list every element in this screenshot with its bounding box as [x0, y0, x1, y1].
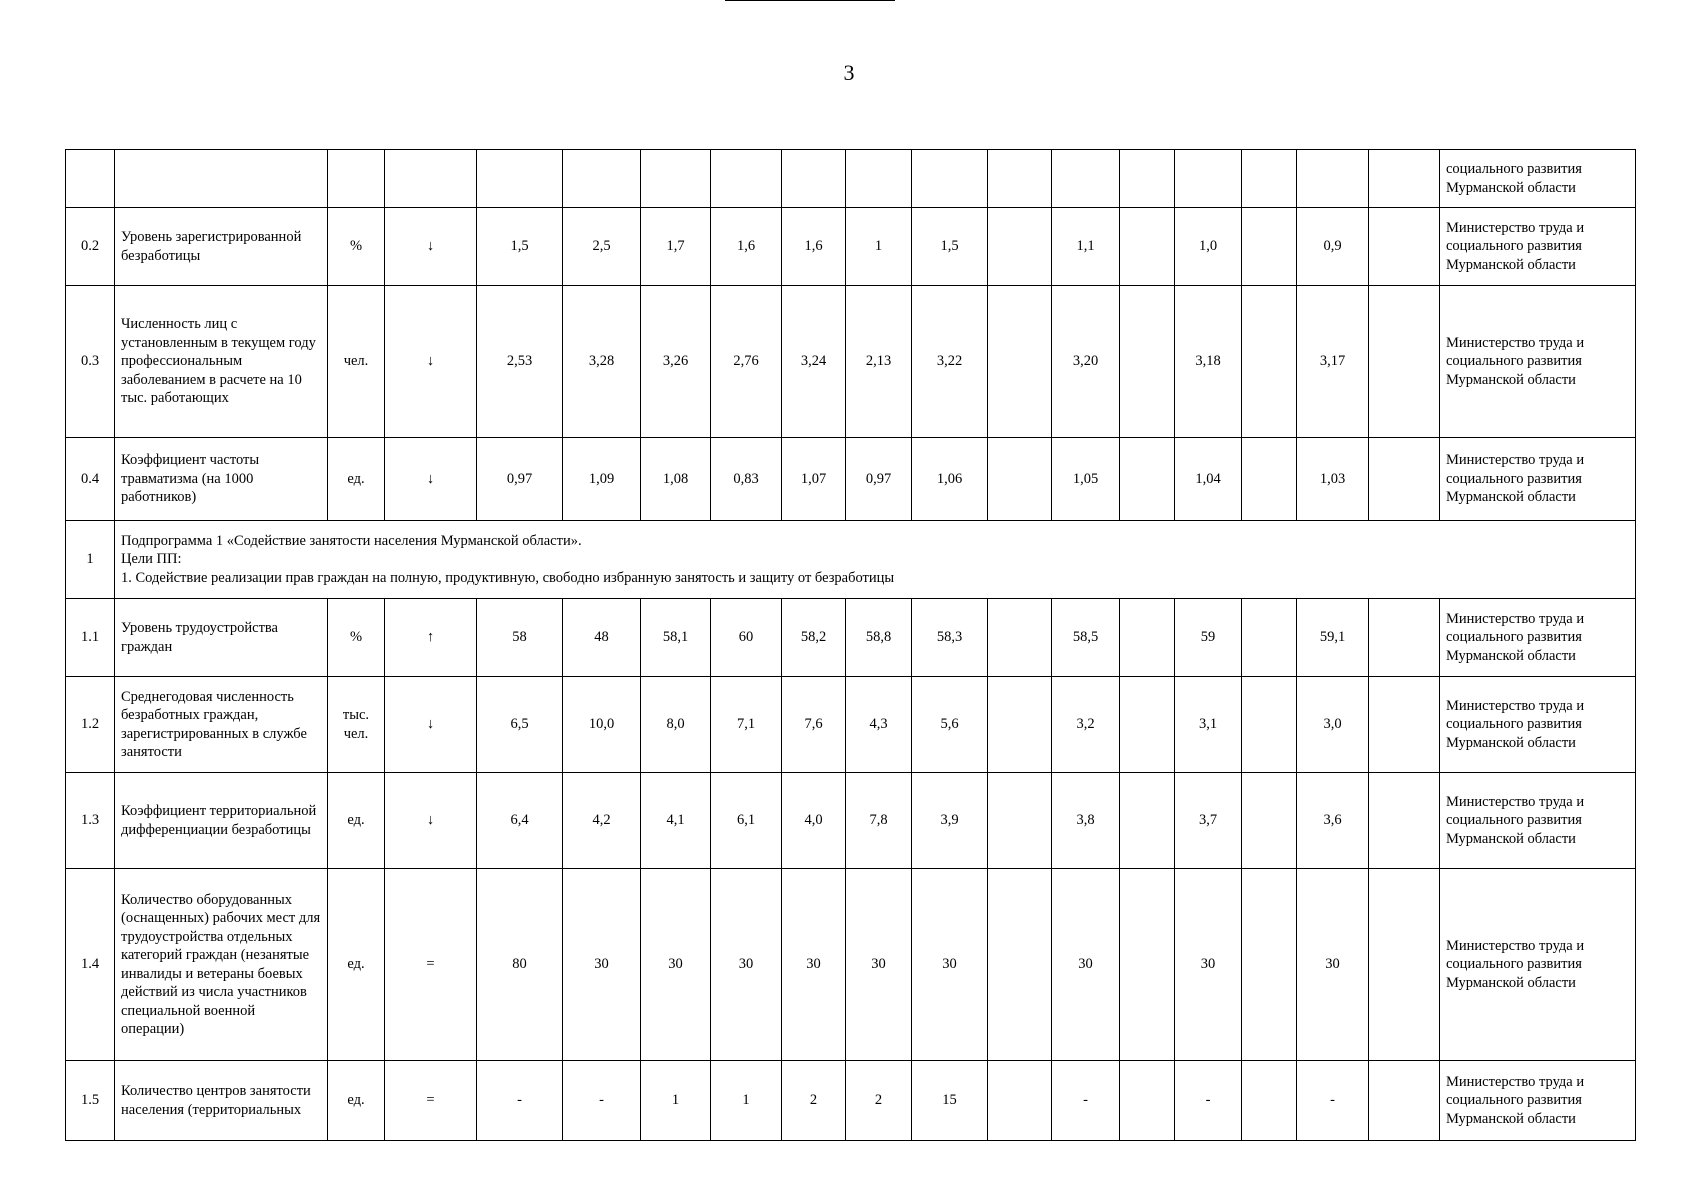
value-cell [1120, 208, 1175, 286]
value-cell: 3,28 [563, 286, 641, 438]
value-cell: 2,5 [563, 208, 641, 286]
cell-empty [385, 150, 477, 208]
value-cell: 7,1 [711, 677, 782, 773]
row-number: 0.2 [66, 208, 115, 286]
value-cell: 1,0 [1175, 208, 1242, 286]
row-number: 0.4 [66, 438, 115, 521]
value-cell: 1,08 [641, 438, 711, 521]
value-cell [988, 773, 1052, 869]
cell-empty [1297, 150, 1369, 208]
value-cell: 1 [641, 1061, 711, 1141]
value-cell: 10,0 [563, 677, 641, 773]
cell-empty [988, 150, 1052, 208]
row-number: 0.3 [66, 286, 115, 438]
responsible-cell: Министерство труда и социального развития Мурманской области [1440, 677, 1636, 773]
subprogram-description [115, 521, 1636, 599]
cell-empty [641, 150, 711, 208]
responsible-cell: Министерство труда и социального развития Мурманской области [1440, 773, 1636, 869]
value-cell: 6,5 [477, 677, 563, 773]
row-number: 1.2 [66, 677, 115, 773]
cell-empty [912, 150, 988, 208]
value-cell: 1,1 [1052, 208, 1120, 286]
indicator-name: Уровень трудоустройства граждан [115, 599, 328, 677]
value-cell: 1 [711, 1061, 782, 1141]
value-cell: 59 [1175, 599, 1242, 677]
unit-cell: ед. [328, 1061, 385, 1141]
value-cell [1242, 1061, 1297, 1141]
value-cell: 3,0 [1297, 677, 1369, 773]
value-cell [1369, 208, 1440, 286]
trend-arrow: ↓ [385, 677, 477, 773]
cell-empty [1120, 150, 1175, 208]
value-cell [988, 286, 1052, 438]
value-cell [988, 1061, 1052, 1141]
value-cell: 58,8 [846, 599, 912, 677]
value-cell: 0,9 [1297, 208, 1369, 286]
value-cell: 1,6 [711, 208, 782, 286]
value-cell: 1,09 [563, 438, 641, 521]
value-cell [1242, 208, 1297, 286]
indicator-name: Уровень зарегистрированной безработицы [115, 208, 328, 286]
value-cell: 30 [1052, 869, 1120, 1061]
value-cell: 15 [912, 1061, 988, 1141]
table-row [66, 438, 1636, 521]
value-cell: 30 [1297, 869, 1369, 1061]
responsible-cell: Министерство труда и социального развития Мурманской области [1440, 208, 1636, 286]
value-cell: 4,1 [641, 773, 711, 869]
value-cell: 58,3 [912, 599, 988, 677]
value-cell: 8,0 [641, 677, 711, 773]
value-cell [988, 599, 1052, 677]
subprogram-line1: Подпрограмма 1 «Содействие занятости населения Мурманской области». [121, 532, 582, 549]
unit-cell: тыс. чел. [328, 677, 385, 773]
value-cell: 6,1 [711, 773, 782, 869]
unit-cell: % [328, 599, 385, 677]
value-cell [1242, 599, 1297, 677]
trend-arrow: ↓ [385, 773, 477, 869]
value-cell: 6,4 [477, 773, 563, 869]
value-cell [988, 677, 1052, 773]
value-cell: 3,22 [912, 286, 988, 438]
value-cell: 1,07 [782, 438, 846, 521]
value-cell: 0,83 [711, 438, 782, 521]
responsible-cell: социального развития Мурманской области [1440, 150, 1636, 208]
cell-empty [477, 150, 563, 208]
indicator-name: Среднегодовая численность безработных граждан, зарегистрированных в службе занятости [115, 677, 328, 773]
trend-arrow: = [385, 869, 477, 1061]
value-cell: 58,1 [641, 599, 711, 677]
cell-empty [1052, 150, 1120, 208]
value-cell: - [1052, 1061, 1120, 1141]
value-cell: 30 [1175, 869, 1242, 1061]
value-cell: 58,2 [782, 599, 846, 677]
value-cell: 4,0 [782, 773, 846, 869]
value-cell: - [477, 1061, 563, 1141]
value-cell: 3,9 [912, 773, 988, 869]
value-cell: 2,76 [711, 286, 782, 438]
value-cell [1369, 869, 1440, 1061]
value-cell: 3,18 [1175, 286, 1242, 438]
value-cell: 0,97 [477, 438, 563, 521]
value-cell: 60 [711, 599, 782, 677]
value-cell: 30 [711, 869, 782, 1061]
value-cell [988, 208, 1052, 286]
responsible-cell: Министерство труда и социального развития Мурманской области [1440, 869, 1636, 1061]
table-row [66, 208, 1636, 286]
indicator-name: Численность лиц с установленным в текущем году профессиональным заболеванием в расчете на 10 тыс. работающих [115, 286, 328, 438]
value-cell [1369, 599, 1440, 677]
value-cell: 1,04 [1175, 438, 1242, 521]
responsible-cell: Министерство труда и социального развития Мурманской области [1440, 1061, 1636, 1141]
responsible-cell: Министерство труда и социального развития Мурманской области [1440, 599, 1636, 677]
cell-empty [328, 150, 385, 208]
value-cell: 7,8 [846, 773, 912, 869]
table-row-continued [66, 150, 1636, 208]
value-cell [1242, 286, 1297, 438]
value-cell [1242, 869, 1297, 1061]
value-cell: 3,20 [1052, 286, 1120, 438]
value-cell: 3,26 [641, 286, 711, 438]
value-cell [1369, 286, 1440, 438]
trend-arrow: ↑ [385, 599, 477, 677]
cell-empty [846, 150, 912, 208]
indicators-table [65, 149, 1636, 1141]
cell-empty [1175, 150, 1242, 208]
top-rule [725, 0, 895, 1]
value-cell: 30 [563, 869, 641, 1061]
unit-cell: ед. [328, 773, 385, 869]
responsible-cell: Министерство труда и социального развития Мурманской области [1440, 438, 1636, 521]
value-cell: 4,2 [563, 773, 641, 869]
value-cell: 80 [477, 869, 563, 1061]
value-cell: 3,8 [1052, 773, 1120, 869]
value-cell: 1,06 [912, 438, 988, 521]
value-cell: 1,05 [1052, 438, 1120, 521]
value-cell: - [563, 1061, 641, 1141]
value-cell [1242, 773, 1297, 869]
value-cell: 1,03 [1297, 438, 1369, 521]
cell-empty [1369, 150, 1440, 208]
value-cell: 58 [477, 599, 563, 677]
value-cell [1242, 438, 1297, 521]
value-cell: - [1297, 1061, 1369, 1141]
value-cell: 2,53 [477, 286, 563, 438]
value-cell [1120, 1061, 1175, 1141]
subprogram-line3: 1. Содействие реализации прав граждан на полную, продуктивную, свободно избранную занятость и защиту от безработицы [121, 569, 895, 586]
indicator-name: Количество оборудованных (оснащенных) рабочих мест для трудоустройства отдельных категорий граждан (незанятые инвалиды и ветераны боевых действий из числа участников специальной военной операции) [115, 869, 328, 1061]
trend-arrow: ↓ [385, 286, 477, 438]
value-cell: 1,5 [912, 208, 988, 286]
cell-empty [563, 150, 641, 208]
row-number: 1.3 [66, 773, 115, 869]
table-row [66, 869, 1636, 1061]
value-cell: 2 [846, 1061, 912, 1141]
value-cell: 0,97 [846, 438, 912, 521]
value-cell: - [1175, 1061, 1242, 1141]
row-number: 1.4 [66, 869, 115, 1061]
row-number: 1.5 [66, 1061, 115, 1141]
row-number: 1.1 [66, 599, 115, 677]
subprogram-line2: Цели ПП: [121, 551, 182, 568]
value-cell [1120, 438, 1175, 521]
cell-empty [711, 150, 782, 208]
value-cell [1369, 438, 1440, 521]
value-cell [1120, 286, 1175, 438]
value-cell: 48 [563, 599, 641, 677]
value-cell [1242, 677, 1297, 773]
page-number: 3 [843, 60, 855, 85]
value-cell: 5,6 [912, 677, 988, 773]
trend-arrow: ↓ [385, 438, 477, 521]
indicator-name: Коэффициент территориальной дифференциации безработицы [115, 773, 328, 869]
value-cell: 1,6 [782, 208, 846, 286]
unit-cell: ед. [328, 438, 385, 521]
value-cell: 30 [641, 869, 711, 1061]
row-number: 1 [66, 521, 115, 599]
table-row [66, 286, 1636, 438]
value-cell: 3,2 [1052, 677, 1120, 773]
table-row [66, 599, 1636, 677]
value-cell [988, 869, 1052, 1061]
value-cell: 1,7 [641, 208, 711, 286]
value-cell: 3,24 [782, 286, 846, 438]
value-cell [1120, 677, 1175, 773]
value-cell [1120, 773, 1175, 869]
cell-empty [115, 150, 328, 208]
cell-empty [782, 150, 846, 208]
value-cell: 3,7 [1175, 773, 1242, 869]
value-cell: 30 [782, 869, 846, 1061]
trend-arrow: = [385, 1061, 477, 1141]
value-cell: 7,6 [782, 677, 846, 773]
unit-cell: ед. [328, 869, 385, 1061]
value-cell: 30 [912, 869, 988, 1061]
value-cell [1369, 773, 1440, 869]
value-cell [1369, 677, 1440, 773]
trend-arrow: ↓ [385, 208, 477, 286]
value-cell [1369, 1061, 1440, 1141]
table-row [66, 677, 1636, 773]
table-row [66, 773, 1636, 869]
subprogram-row [66, 521, 1636, 599]
responsible-cell: Министерство труда и социального развития Мурманской области [1440, 286, 1636, 438]
value-cell: 1 [846, 208, 912, 286]
cell-empty [66, 150, 115, 208]
value-cell [1120, 599, 1175, 677]
value-cell: 58,5 [1052, 599, 1120, 677]
cell-empty [1242, 150, 1297, 208]
indicator-name: Количество центров занятости населения (территориальных [115, 1061, 328, 1141]
unit-cell: % [328, 208, 385, 286]
value-cell: 3,6 [1297, 773, 1369, 869]
unit-cell: чел. [328, 286, 385, 438]
value-cell: 1,5 [477, 208, 563, 286]
value-cell: 2 [782, 1061, 846, 1141]
value-cell [988, 438, 1052, 521]
value-cell: 3,1 [1175, 677, 1242, 773]
value-cell: 30 [846, 869, 912, 1061]
value-cell: 3,17 [1297, 286, 1369, 438]
table-row [66, 1061, 1636, 1141]
value-cell: 59,1 [1297, 599, 1369, 677]
indicator-name: Коэффициент частоты травматизма (на 1000 работников) [115, 438, 328, 521]
value-cell [1120, 869, 1175, 1061]
value-cell: 4,3 [846, 677, 912, 773]
value-cell: 2,13 [846, 286, 912, 438]
